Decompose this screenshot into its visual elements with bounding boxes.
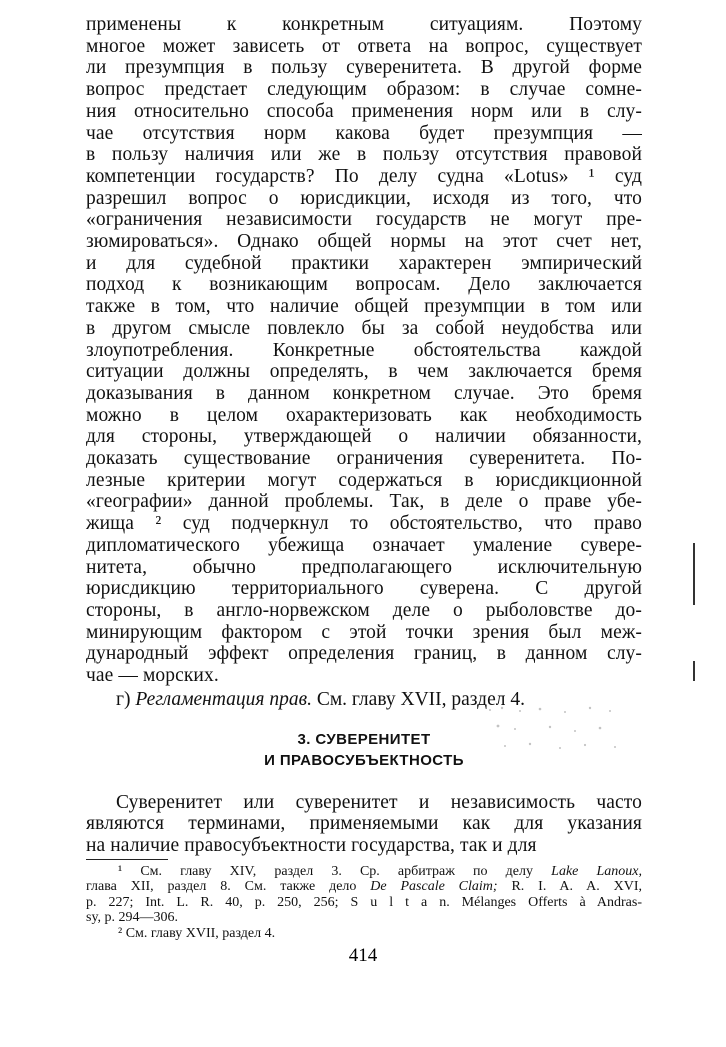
footnote-1-line (86, 910, 642, 926)
text-line: «ограничения независимости государств не могут пре- (86, 209, 642, 231)
item-g-marker: г) (116, 688, 131, 710)
footnotes (86, 864, 642, 942)
footnote-1-line (86, 879, 642, 895)
item-g-reference: См. главу XVII, раздел 4. (316, 688, 525, 710)
footnote-1-line (86, 895, 642, 911)
footnote-2: ² См. главу XVII, раздел 4. (118, 925, 276, 941)
page-content (86, 14, 642, 941)
text-line: в пользу наличия или же в пользу отсутствия правовой (86, 144, 642, 166)
footnote-rule (86, 859, 168, 860)
faded-stamp-mark (480, 702, 630, 764)
text-line: «географии» данной проблемы. Так, в деле о праве убе- (86, 491, 642, 513)
text-line: в другом смысле повлекло бы за собой неудобства или (86, 317, 642, 339)
text-line: нитета, обычно предполагающего исключительную (86, 556, 642, 578)
section-heading-line-1: 3. СУВЕРЕНИТЕТ (297, 730, 431, 748)
text-line: многое может зависеть от ответа на вопрос, существует (86, 35, 642, 57)
item-g-italic-title: Регламентация прав. (135, 688, 312, 710)
text-line: чае — морских. (86, 665, 219, 687)
paragraph-2 (86, 792, 642, 857)
text-line: зюмироваться». Однако общей нормы на этот счет нет, (86, 231, 642, 253)
paragraph-1 (86, 14, 642, 687)
text-line: доказывания в данном конкретном случае. Это бремя (86, 382, 642, 404)
footnote-text: p. 227; Int. L. R. 40, p. 250, 256; S u l t a n. Mélanges Offerts à Andras- (86, 894, 642, 910)
text-line: являются терминами, применяемыми как для указания (86, 813, 642, 835)
page-number: 414 (348, 945, 378, 966)
text-line: можно в целом охарактеризовать как необходимость (86, 404, 642, 426)
text-line: юрисдикцию территориального суверена. С другой (86, 578, 642, 600)
text-line: вопрос предстает следующим образом: в случае сомне- (86, 79, 642, 101)
text-line: разрешил вопрос о юрисдикции, исходя из того, что (86, 187, 642, 209)
text-line: ния относительно способа применения норм или в слу- (86, 100, 642, 122)
text-line: жища ² суд подчеркнул то обстоятельство, что право (86, 513, 642, 535)
section-heading-line-2: И ПРАВОСУБЪЕКТНОСТЬ (264, 751, 464, 769)
footnote-text: sy, p. 294—306. (86, 910, 179, 926)
text-line: чае отсутствия норм какова будет презумпция — (86, 122, 642, 144)
text-line: злоупотребления. Конкретные обстоятельства каждой (86, 339, 642, 361)
footnote-text: ¹ См. главу XIV, раздел 3. Ср. арбитраж по делу (118, 863, 552, 879)
text-line: также в том, что наличие общей презумпции в том или (86, 296, 642, 318)
scan-margin-mark (693, 661, 695, 681)
text-line: Суверенитет или суверенитет и независимость часто (116, 791, 642, 813)
text-line: применены к конкретным ситуациям. Поэтому (86, 14, 642, 35)
text-line: дународный эффект определения границ, в данном слу- (86, 643, 642, 665)
footnote-1-line (86, 864, 642, 880)
text-line: минирующим фактором с этой точки зрения был меж- (86, 621, 642, 643)
text-line: ли презумпция в пользу суверенитета. В другой форме (86, 57, 642, 79)
text-line: доказать существование ограничения суверенитета. По- (86, 448, 642, 470)
text-line: компетенции государств? По делу судна «Lotus» ¹ суд (86, 165, 642, 187)
text-line: подход к возникающим вопросам. Дело заключается (86, 274, 642, 296)
text-line: дипломатического убежища означает умаление сувере- (86, 534, 642, 556)
footnote-text: глава XII, раздел 8. См. также дело (86, 879, 371, 895)
text-line: и для судебной практики характерен эмпирический (86, 252, 642, 274)
text-line: лезные критерии могут содержаться в юрисдикционной (86, 469, 642, 491)
scan-margin-mark (693, 543, 695, 605)
text-line: стороны, в англо-норвежском деле о рыболовстве до- (86, 599, 642, 621)
footnote-italic-case: Lake Lanoux, (551, 863, 643, 879)
text-line: ситуации должны определять, в чем заключается бремя (86, 361, 642, 383)
text-line: на наличие правосубъектности государства, так и для (86, 834, 537, 856)
footnote-text: R. I. A. A. XVI, (497, 879, 642, 895)
footnote-italic-case: De Pascale Claim; (370, 879, 498, 895)
text-line: для стороны, утверждающей о наличии обязанности, (86, 426, 642, 448)
